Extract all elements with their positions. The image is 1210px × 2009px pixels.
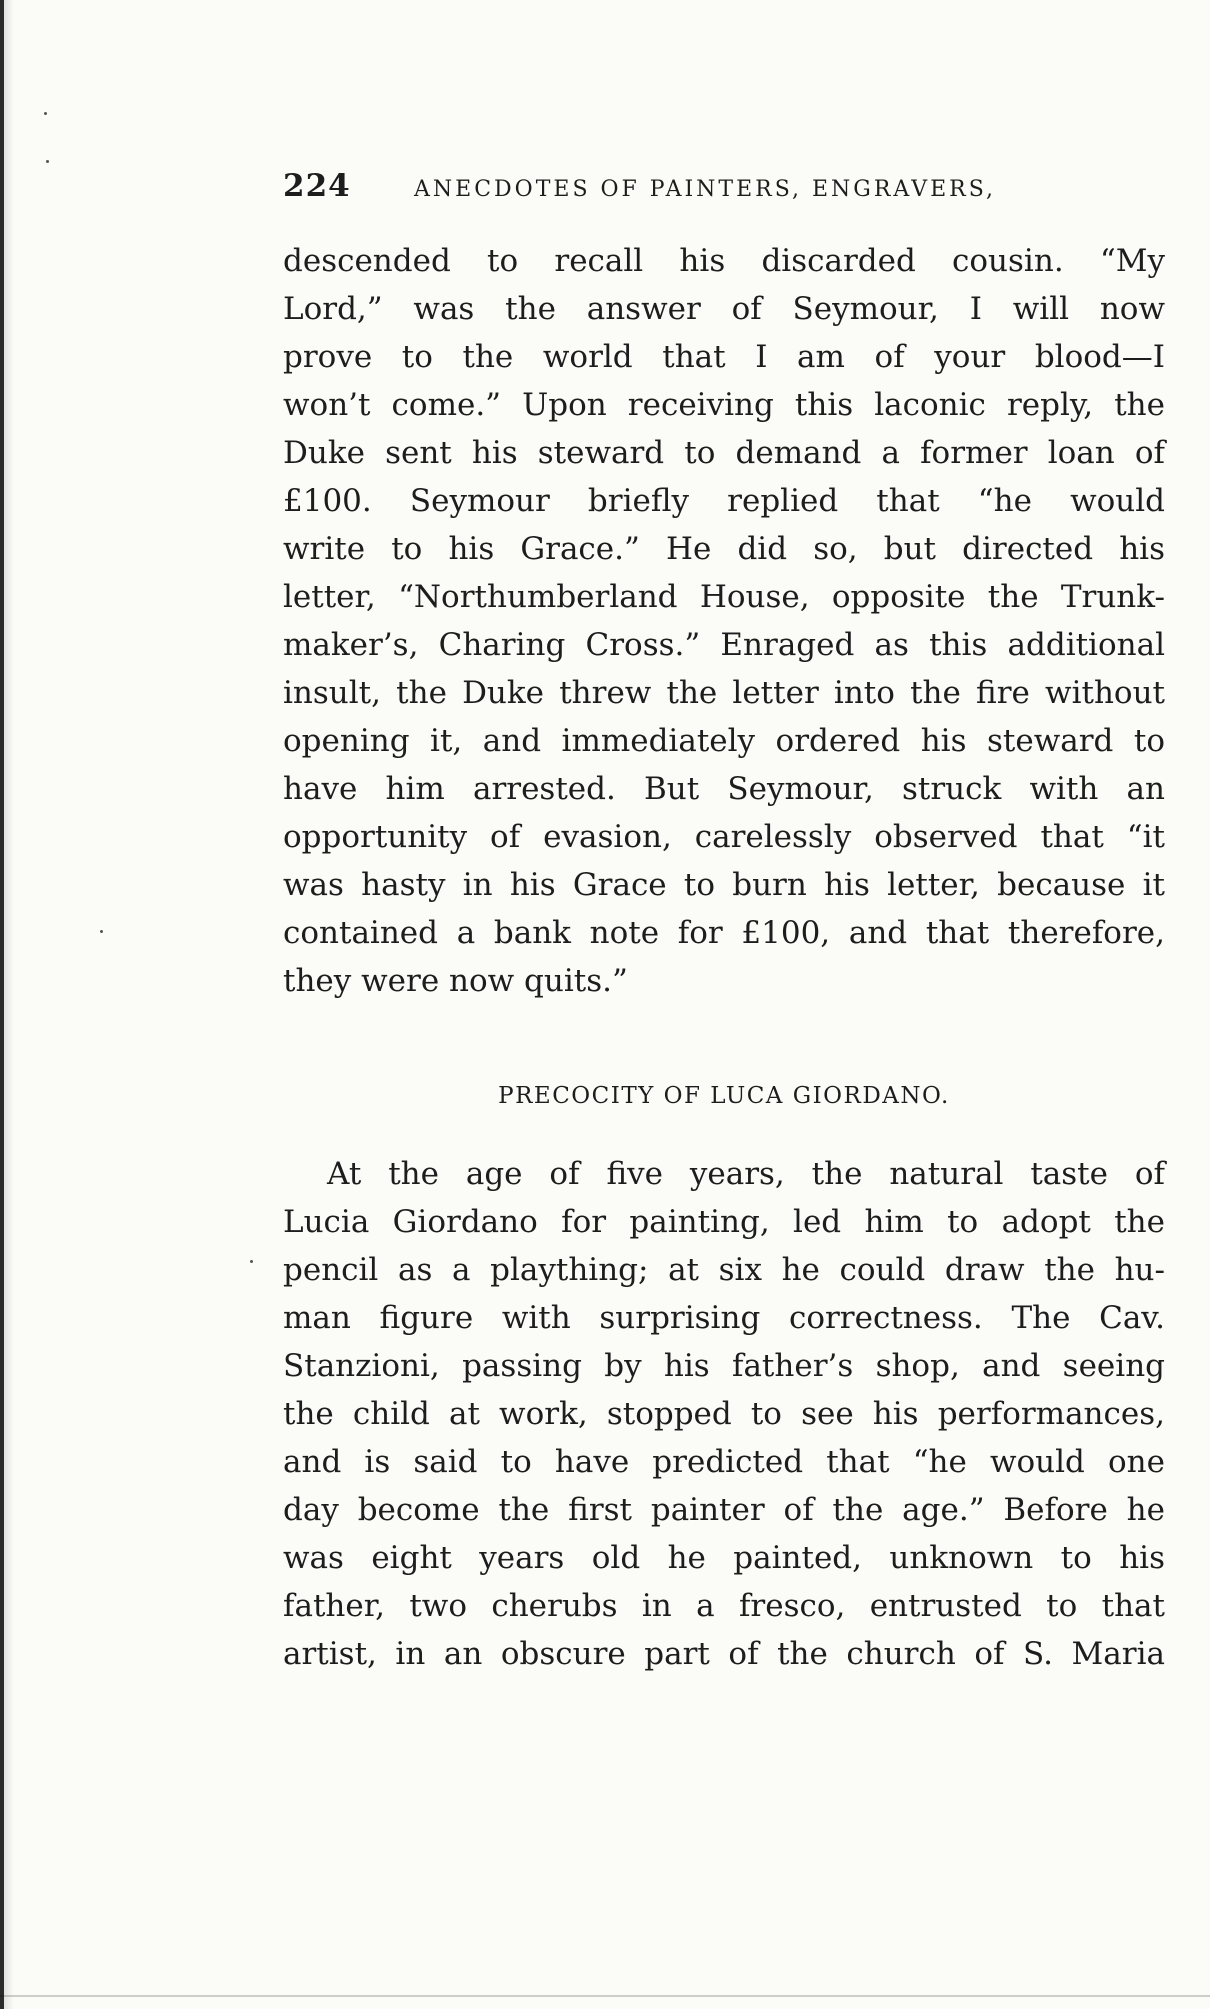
paper-speck (44, 112, 47, 115)
paper-speck (46, 160, 49, 163)
paper-speck (250, 1260, 253, 1263)
text-line: was hasty in his Grace to burn his letter, because it (283, 867, 1165, 903)
text-line: and is said to have predicted that “he would one (283, 1444, 1165, 1480)
text-line: have him arrested. But Seymour, struck with an (283, 771, 1165, 807)
text-line: they were now quits.” (283, 963, 628, 999)
text-line: Lucia Giordano for painting, led him to adopt the (283, 1204, 1165, 1240)
paragraph-seymour (283, 237, 1165, 1005)
text-line: Lord,” was the answer of Seymour, I will now (283, 291, 1165, 327)
text-line: man figure with surprising correctness. The Cav. (283, 1300, 1165, 1336)
text-line: insult, the Duke threw the letter into the fire without (283, 675, 1165, 711)
paper-speck (100, 930, 103, 933)
text-line: descended to recall his discarded cousin. “My (283, 243, 1165, 279)
text-line: write to his Grace.” He did so, but directed his (283, 531, 1165, 567)
text-line: prove to the world that I am of your blood—I (283, 339, 1165, 375)
section-heading: PRECOCITY OF LUCA GIORDANO. (498, 1083, 950, 1109)
text-line: Duke sent his steward to demand a former loan of (283, 435, 1165, 471)
text-line: £100. Seymour briefly replied that “he would (283, 483, 1165, 519)
page-number: 224 (283, 168, 351, 204)
gutter-shadow (4, 0, 14, 2009)
text-line: contained a bank note for £100, and that therefore, (283, 915, 1165, 951)
text-line: opening it, and immediately ordered his steward to (283, 723, 1165, 759)
text-line: At the age of five years, the natural taste of (327, 1156, 1165, 1192)
running-head (283, 168, 1103, 208)
text-line: the child at work, stopped to see his performances, (283, 1396, 1165, 1432)
text-line: artist, in an obscure part of the church of S. Maria (283, 1636, 1165, 1672)
running-title: ANECDOTES OF PAINTERS, ENGRAVERS, (414, 177, 997, 202)
text-line: pencil as a plaything; at six he could draw the hu- (283, 1252, 1165, 1288)
page-bottom-edge (0, 1995, 1210, 1997)
text-line: maker’s, Charing Cross.” Enraged as this additional (283, 627, 1165, 663)
paragraph-giordano (283, 1150, 1165, 1678)
text-line: day become the first painter of the age.” Before he (283, 1492, 1165, 1528)
text-line: was eight years old he painted, unknown to his (283, 1540, 1165, 1576)
text-line: letter, “Northumberland House, opposite the Trunk- (283, 579, 1165, 615)
text-line: won’t come.” Upon receiving this laconic reply, the (283, 387, 1165, 423)
text-line: opportunity of evasion, carelessly observed that “it (283, 819, 1165, 855)
text-line: father, two cherubs in a fresco, entrusted to that (283, 1588, 1165, 1624)
text-line: Stanzioni, passing by his father’s shop, and seeing (283, 1348, 1165, 1384)
